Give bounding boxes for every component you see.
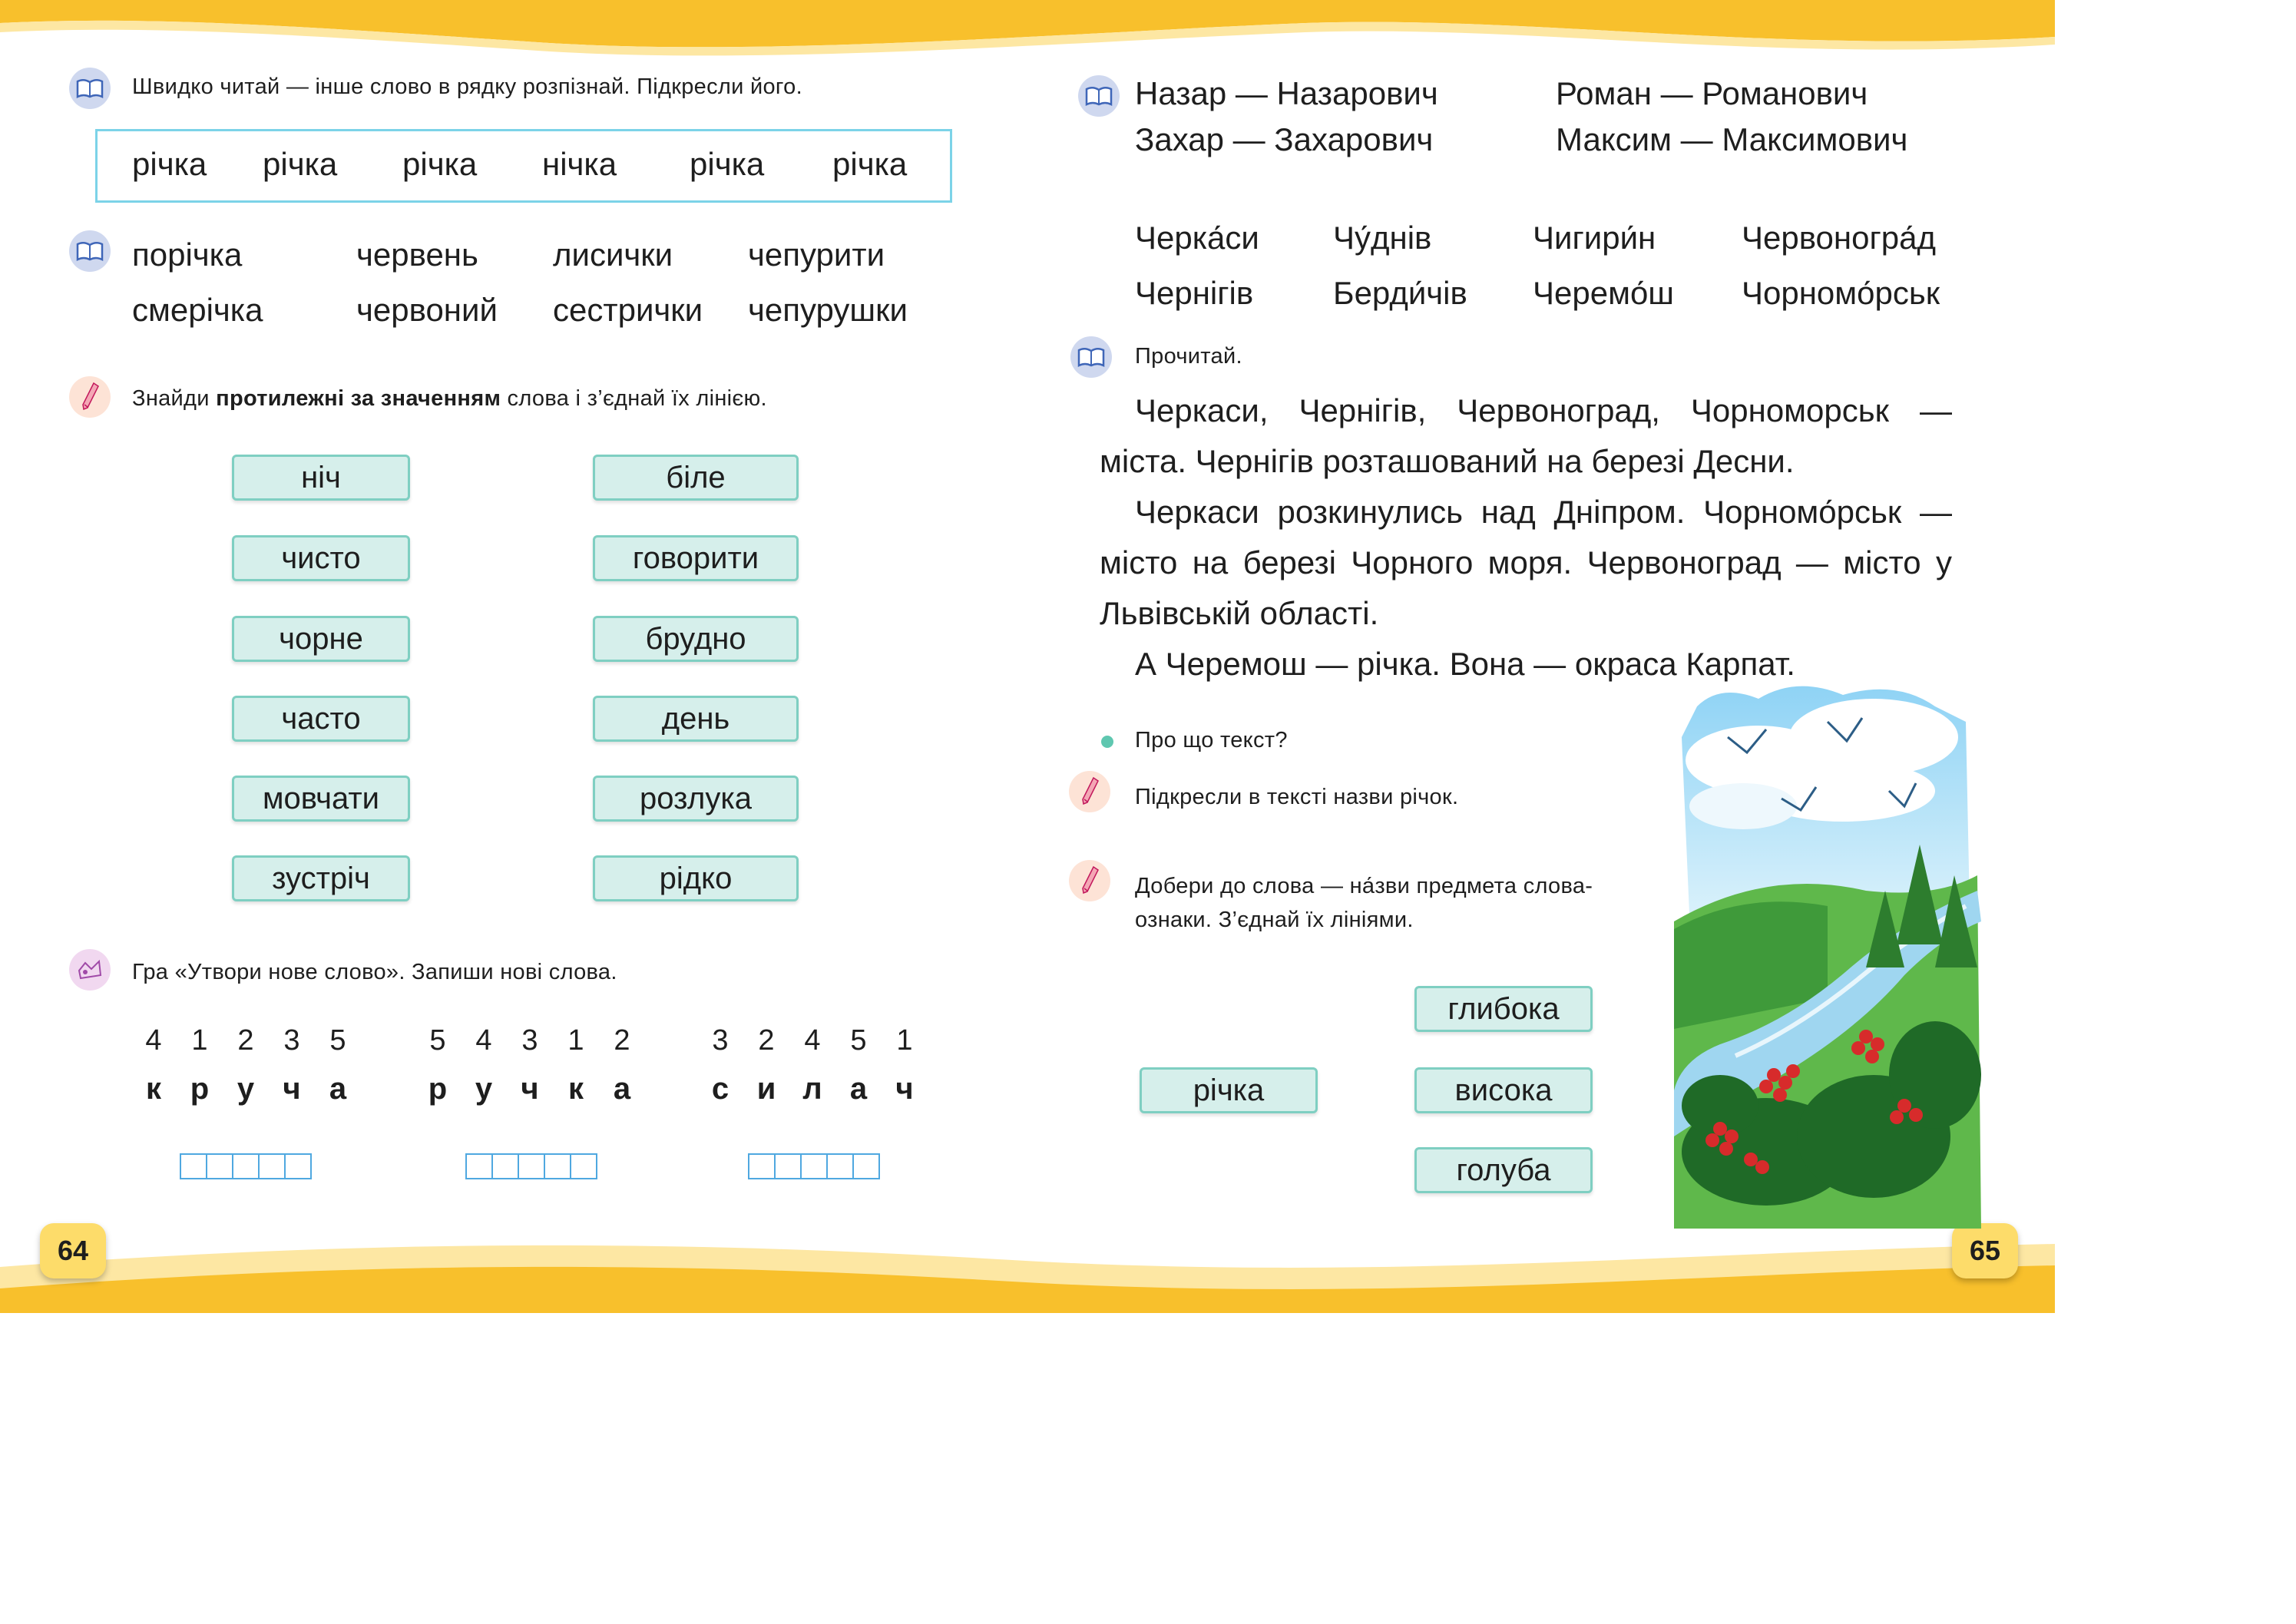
letter: ч [895, 1072, 914, 1106]
word-cherven: червень [356, 236, 478, 273]
book-icon [69, 68, 111, 109]
letter: с [711, 1072, 729, 1106]
digit: 2 [237, 1024, 254, 1057]
city-chervonohrad: Червоногра́д [1742, 220, 1937, 256]
city-chyhyryn: Чигири́н [1533, 220, 1656, 256]
task4-instruction: Гра «Утвори нове слово». Запиши нові слова. [132, 960, 617, 984]
digit: 5 [850, 1024, 867, 1057]
word-chepuryty: чепурити [748, 236, 885, 273]
task-underline-rivers: Підкресли в тексті назви річок. [1135, 785, 1459, 809]
digit: 4 [475, 1024, 492, 1057]
page-number-right: 65 [1952, 1223, 2018, 1278]
letter: л [802, 1072, 822, 1106]
word-card-vysoka: висока [1414, 1067, 1593, 1113]
letter: р [190, 1072, 210, 1106]
page-number-left: 64 [40, 1223, 106, 1278]
letters-group-3 [697, 1072, 928, 1106]
reading-text [1100, 385, 1952, 690]
word-smerichka: смерічка [132, 292, 263, 328]
name-pair-zakhar: Захар — Захарович [1135, 121, 1434, 157]
book-icon [1070, 336, 1112, 378]
letter: а [329, 1072, 347, 1106]
word-card-holuba: голуба [1414, 1147, 1593, 1193]
answer-cells-3[interactable] [749, 1153, 880, 1179]
digit: 4 [145, 1024, 162, 1057]
text-paragraph-1: Черкаси, Чернігів, Червоноград, Чорноморськ — міста. Чернігів розташований на березі Десни. [1100, 392, 1952, 479]
row-word-6: річка [832, 146, 908, 182]
row-word-5: річка [690, 146, 765, 182]
task3-instruction: Знайди протилежні за значенням слова і з’єднай їх лінією. [132, 386, 767, 411]
word-card-hovoryty: говорити [593, 535, 799, 581]
word-card-richka: річка [1140, 1067, 1318, 1113]
letter: у [475, 1072, 493, 1106]
book-icon [69, 230, 111, 272]
city-chornomorsk: Чорномо́рськ [1742, 275, 1940, 311]
row-word-3: річка [402, 146, 478, 182]
word-lysychky: лисички [553, 236, 673, 273]
digit: 3 [712, 1024, 729, 1057]
name-pair-maksym: Максим — Максимович [1556, 121, 1908, 157]
pencil-icon [1069, 771, 1110, 812]
task-match-line1: Добери до слова — на́зви предмета слова- [1135, 874, 1593, 898]
letter: а [849, 1072, 868, 1106]
digits-group-1 [131, 1024, 361, 1057]
pencil-icon [69, 376, 111, 418]
digit: 3 [521, 1024, 538, 1057]
letter: к [145, 1072, 162, 1106]
word-card-chasto: часто [232, 696, 410, 742]
word-card-brudno: брудно [593, 616, 799, 662]
word-card-bile: біле [593, 455, 799, 501]
river-cheremosh: Черемо́ш [1533, 275, 1674, 311]
digits-group-2 [415, 1024, 645, 1057]
task1-instruction: Швидко читай — інше слово в рядку розпізнай. Підкресли його. [132, 74, 802, 99]
word-card-chysto: чисто [232, 535, 410, 581]
river-landscape-illustration [1674, 676, 1981, 1229]
word-card-ridko: рідко [593, 855, 799, 901]
digits-group-3 [697, 1024, 928, 1057]
city-berdychiv: Берди́чів [1333, 275, 1467, 311]
word-chervonyi: червоний [356, 292, 498, 328]
row-word-4: нічка [542, 146, 617, 182]
digit: 1 [567, 1024, 584, 1057]
city-chernihiv: Чернігів [1135, 275, 1254, 311]
read-label: Прочитай. [1135, 344, 1242, 369]
word-card-den: день [593, 696, 799, 742]
pencil-icon [1069, 860, 1110, 901]
text-paragraph-3: А Черемош — річка. Вона — окраса Карпат. [1135, 646, 1795, 682]
digit: 3 [283, 1024, 300, 1057]
game-icon [69, 949, 111, 991]
letter: а [613, 1072, 631, 1106]
bullet-dot-icon [1101, 736, 1113, 748]
digit: 4 [804, 1024, 821, 1057]
word-card-chorne: чорне [232, 616, 410, 662]
digit: 5 [329, 1024, 346, 1057]
name-pair-roman: Роман — Романович [1556, 75, 1868, 111]
letters-group-2 [415, 1072, 645, 1106]
name-pair-nazar: Назар — Назарович [1135, 75, 1438, 111]
question-about-text: Про що текст? [1135, 728, 1288, 752]
book-icon [1078, 75, 1120, 117]
text-paragraph-2: Черкаси розкинулись над Дніпром. Чорномо́рськ — місто на березі Чорного моря. Червоноград — місто у Львівській області. [1100, 494, 1952, 631]
digit: 1 [191, 1024, 208, 1057]
task-match-line2: ознаки. З’єднай їх лініями. [1135, 908, 1414, 932]
city-cherkasy: Черка́си [1135, 220, 1259, 256]
word-card-hlyboka: глибока [1414, 986, 1593, 1032]
letter: и [756, 1072, 776, 1106]
bottom-wave-decoration [0, 1229, 2055, 1313]
word-row-frame [95, 129, 952, 203]
digit: 5 [429, 1024, 446, 1057]
row-word-2: річка [263, 146, 338, 182]
digit: 1 [896, 1024, 913, 1057]
letter: ч [283, 1072, 301, 1106]
word-chepurushky: чепурушки [748, 292, 908, 328]
word-sestrychky: сестрички [553, 292, 703, 328]
word-card-nich: ніч [232, 455, 410, 501]
letter: ч [521, 1072, 539, 1106]
city-chudniv: Чу́днів [1333, 220, 1432, 256]
letter: к [567, 1072, 584, 1106]
word-card-zustrich: зустріч [232, 855, 410, 901]
answer-cells-1[interactable] [181, 1153, 312, 1179]
row-word-1: річка [132, 146, 207, 182]
word-card-rozluka: розлука [593, 776, 799, 822]
answer-cells-2[interactable] [467, 1153, 597, 1179]
word-card-movchaty: мовчати [232, 776, 410, 822]
letters-group-1 [131, 1072, 361, 1106]
letter: у [237, 1072, 255, 1106]
letter: р [428, 1072, 448, 1106]
top-wave-decoration [0, 0, 2055, 61]
digit: 2 [614, 1024, 630, 1057]
word-porichka: порічка [132, 236, 243, 273]
digit: 2 [758, 1024, 775, 1057]
